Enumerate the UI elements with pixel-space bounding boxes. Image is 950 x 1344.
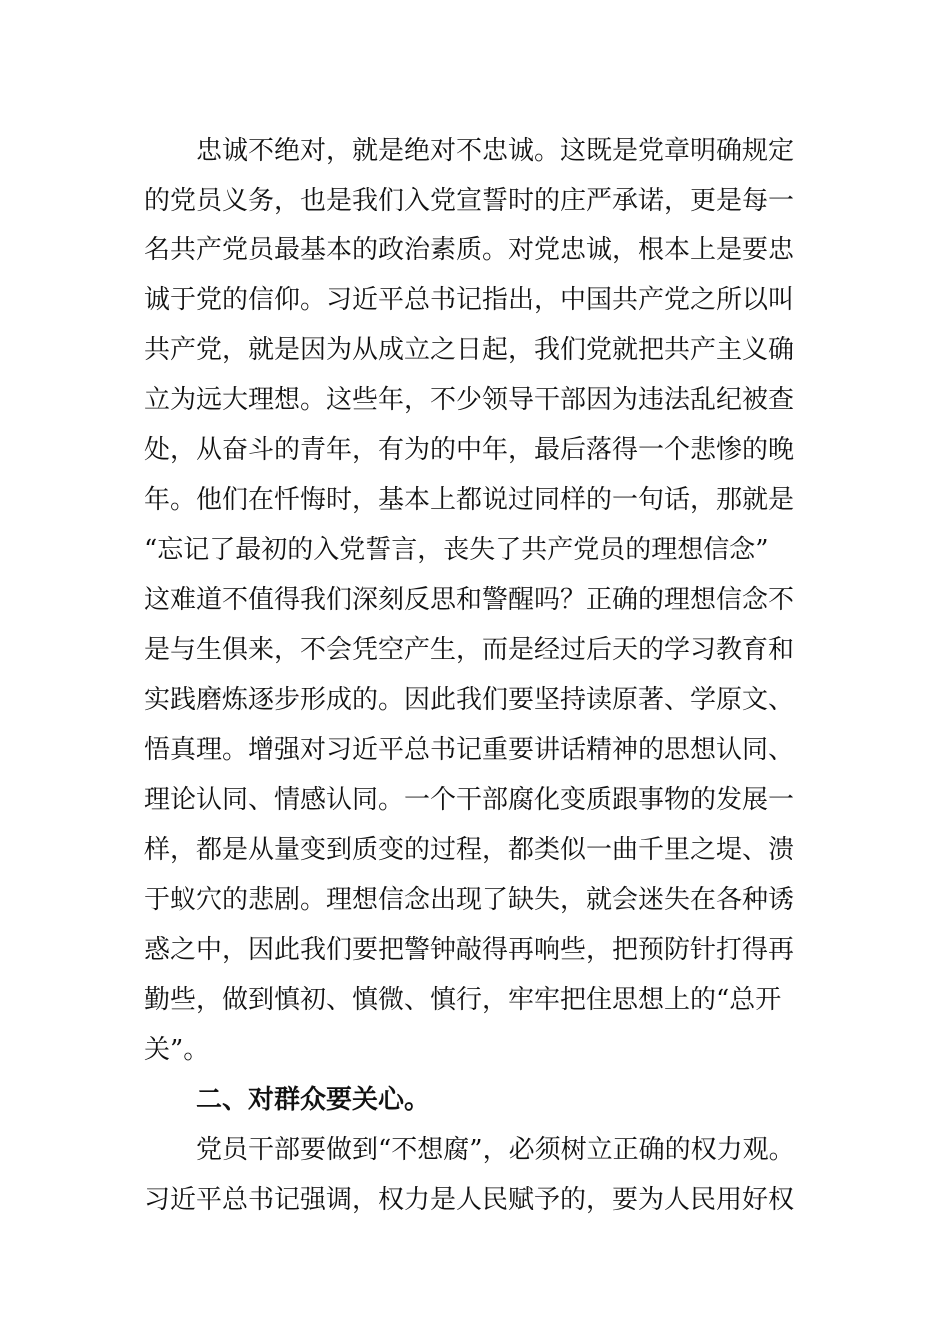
paragraph-line: 是与生俱来，不会凭空产生，而是经过后天的学习教育和 <box>144 635 795 665</box>
paragraph-line: 的党员义务，也是我们入党宣誓时的庄严承诺，更是每一 <box>144 186 795 216</box>
paragraph-line: 忠诚不绝对，就是绝对不忠诚。这既是党章明确规定 <box>196 136 795 166</box>
paragraph-line: 习近平总书记强调，权力是人民赋予的，要为人民用好权 <box>144 1185 795 1215</box>
paragraph-line: 立为远大理想。这些年，不少领导干部因为违法乱纪被查 <box>144 385 795 415</box>
paragraph-line: 样，都是从量变到质变的过程，都类似一曲千里之堤、溃 <box>144 835 795 865</box>
paragraph-line: 关”。 <box>144 1035 210 1065</box>
paragraph-line: 悟真理。增强对习近平总书记重要讲话精神的思想认同、 <box>144 735 795 765</box>
section-heading: 二、对群众要关心。 <box>196 1085 431 1115</box>
paragraph-line: 勤些，做到慎初、慎微、慎行，牢牢把住思想上的“总开 <box>144 985 782 1015</box>
paragraph-line: 年。他们在忏悔时，基本上都说过同样的一句话，那就是 <box>144 485 795 515</box>
paragraph-line: 这难道不值得我们深刻反思和警醒吗？正确的理想信念不 <box>144 585 795 615</box>
paragraph-line: 名共产党员最基本的政治素质。对党忠诚，根本上是要忠 <box>144 235 795 265</box>
paragraph-line: 共产党，就是因为从成立之日起，我们党就把共产主义确 <box>144 335 795 365</box>
paragraph-line: 于蚁穴的悲剧。理想信念出现了缺失，就会迷失在各种诱 <box>144 885 795 915</box>
paragraph-line: 惑之中，因此我们要把警钟敲得再响些，把预防针打得再 <box>144 935 795 965</box>
paragraph-line: 实践磨炼逐步形成的。因此我们要坚持读原著、学原文、 <box>144 685 795 715</box>
paragraph-line: 处，从奋斗的青年，有为的中年，最后落得一个悲惨的晚 <box>144 435 795 465</box>
paragraph-line: “忘记了最初的入党誓言，丧失了共产党员的理想信念” <box>144 535 769 565</box>
paragraph-line: 诚于党的信仰。习近平总书记指出，中国共产党之所以叫 <box>144 285 795 315</box>
paragraph-line: 理论认同、情感认同。一个干部腐化变质跟事物的发展一 <box>144 785 795 815</box>
paragraph-line: 党员干部要做到“不想腐”，必须树立正确的权力观。 <box>196 1135 795 1165</box>
